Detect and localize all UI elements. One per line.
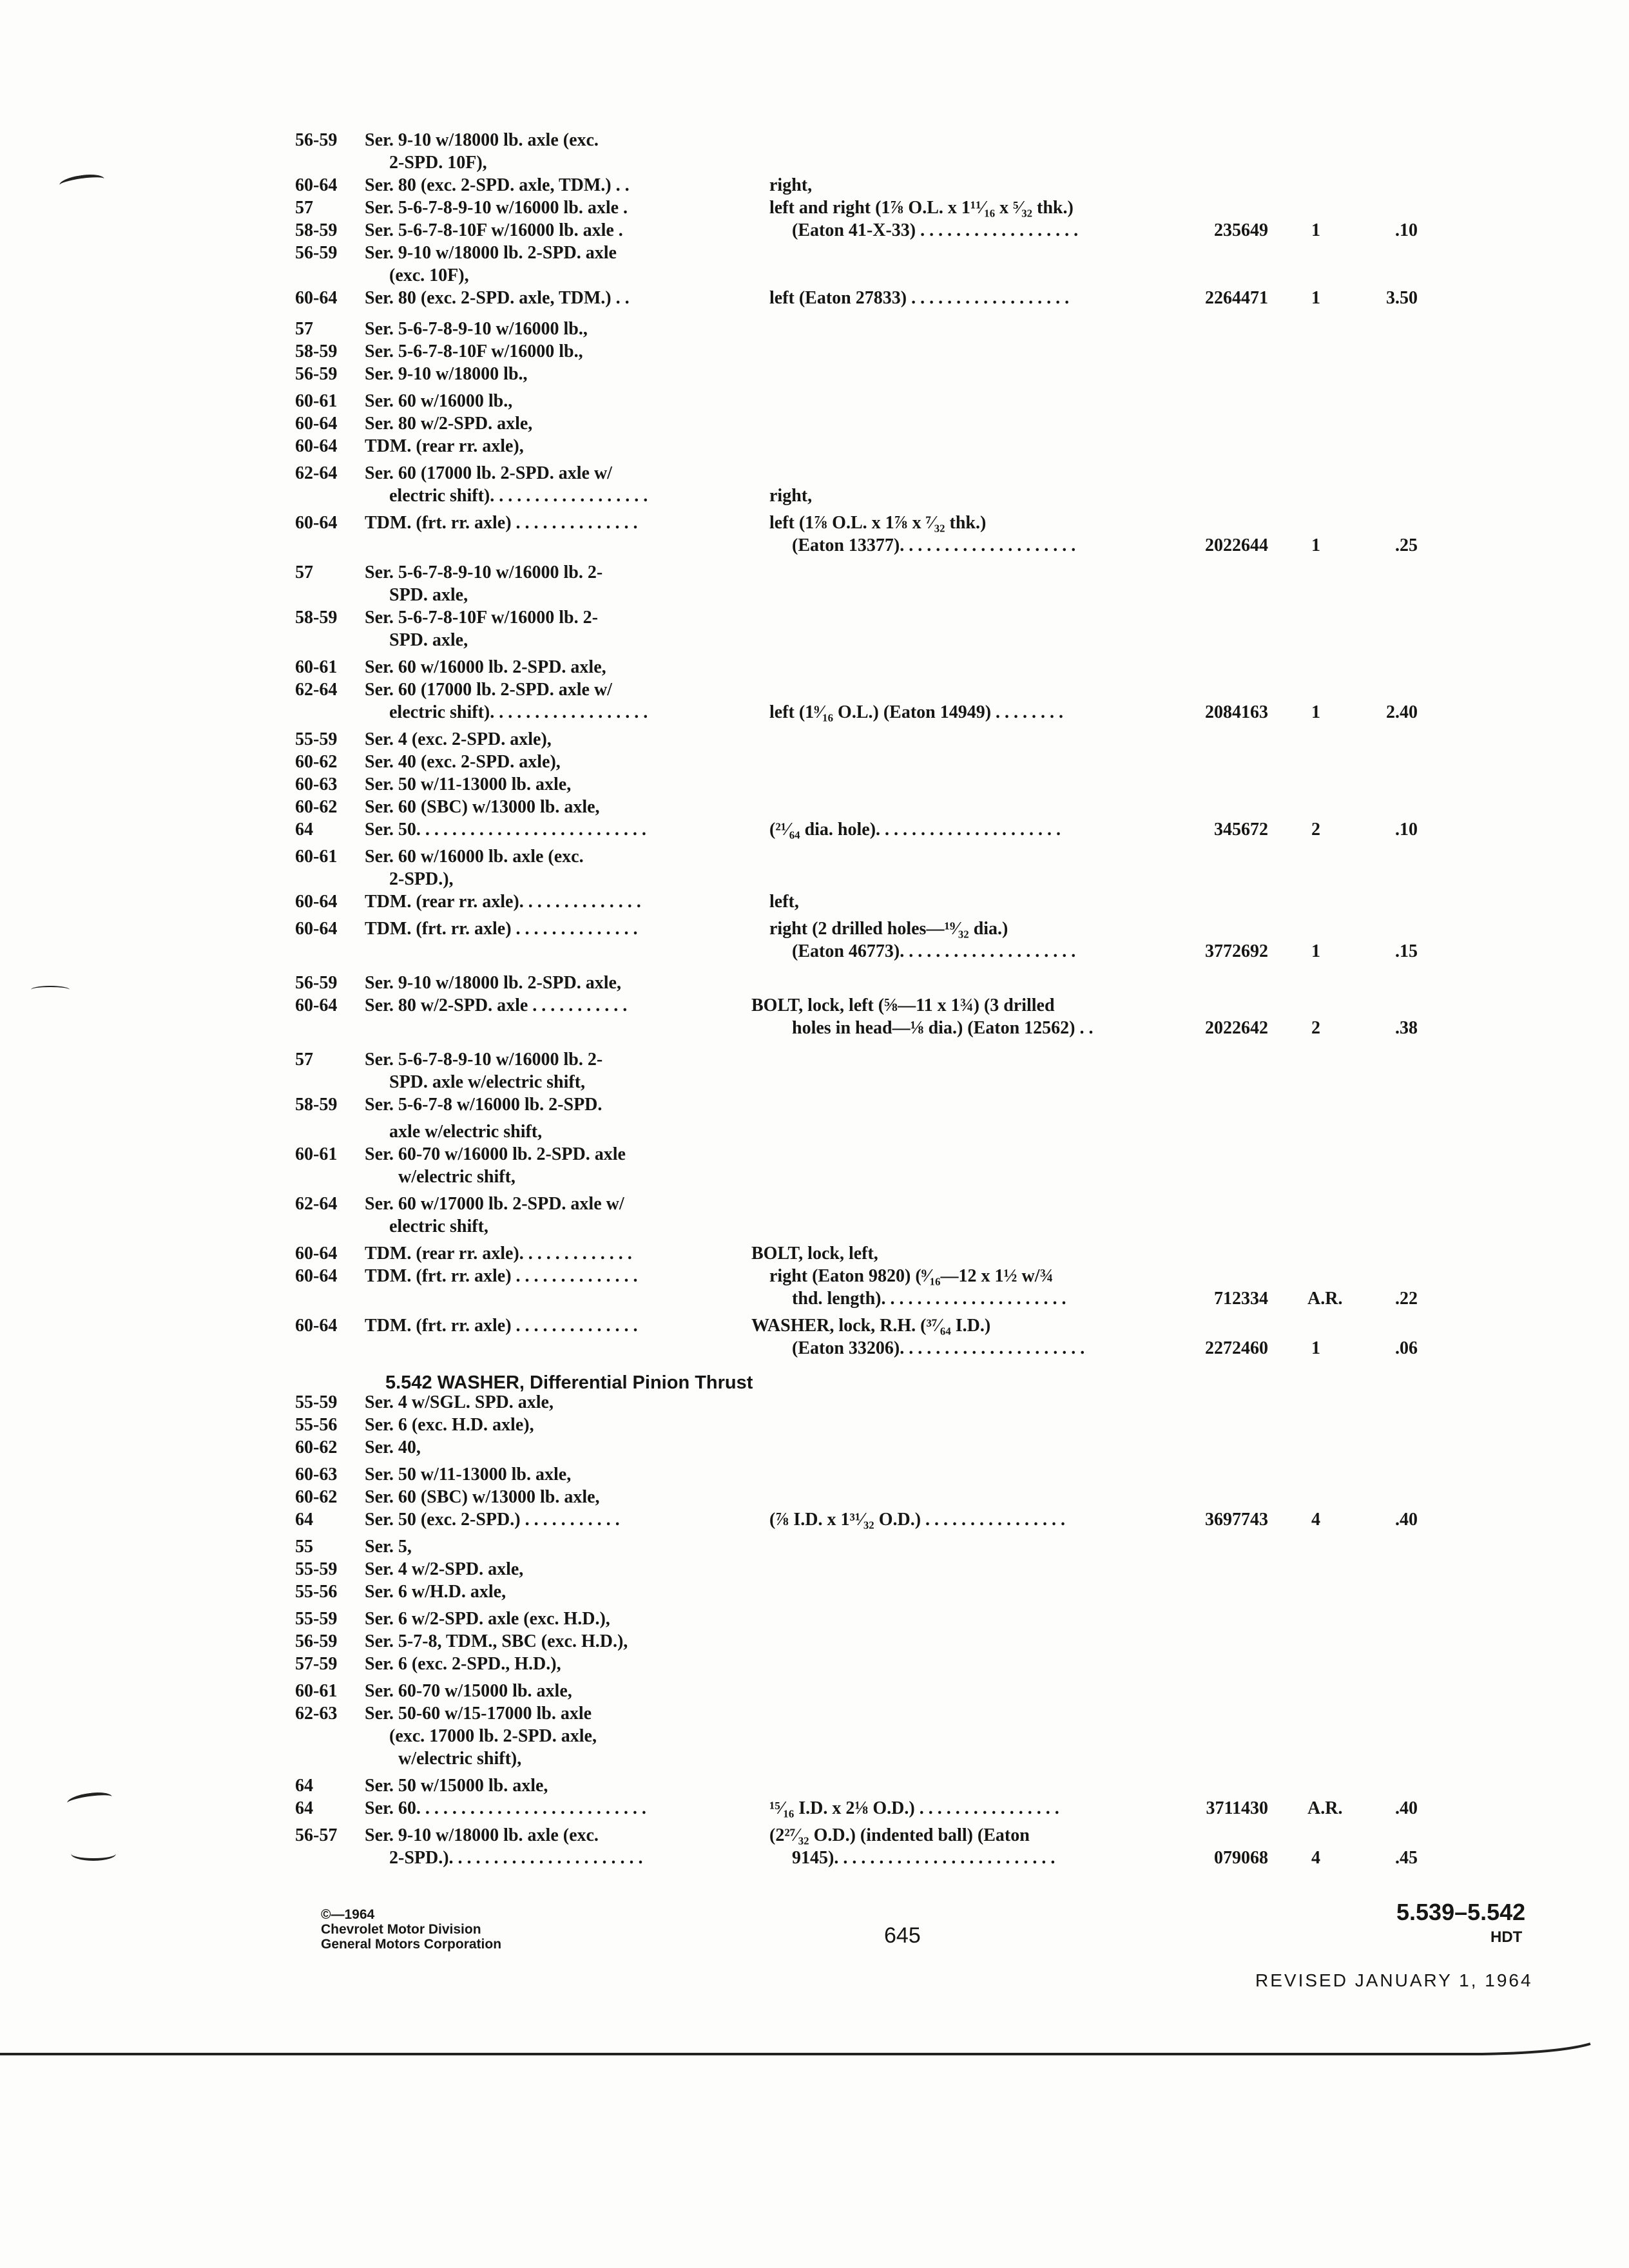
model-years: 55 [295, 1537, 313, 1557]
part-number: 079068 [1214, 1848, 1268, 1868]
binder-hole-mark [59, 172, 105, 192]
application-text: Ser. 50 (exc. 2-SPD.) . . . . . . . . . . . [365, 1510, 620, 1530]
application-text: TDM. (frt. rr. axle) . . . . . . . . . . . . . . [365, 513, 638, 533]
application-text: TDM. (frt. rr. axle) . . . . . . . . . . . . . . [365, 1266, 638, 1286]
application-text: Ser. 50 w/11-13000 lb. axle, [365, 774, 572, 794]
model-years: 60-61 [295, 847, 338, 867]
binder-hole-mark [66, 1790, 113, 1810]
part-number: 235649 [1214, 220, 1268, 240]
application-text: Ser. 50 w/15000 lb. axle, [365, 1776, 548, 1796]
part-description: right, [769, 175, 813, 195]
footer-copyright-block [321, 1907, 501, 1952]
application-text: Ser. 80 (exc. 2-SPD. axle, TDM.) . . [365, 175, 630, 195]
application-text: Ser. 5-6-7-8 w/16000 lb. 2-SPD. [365, 1095, 602, 1115]
model-years: 57-59 [295, 1654, 338, 1674]
application-text: Ser. 50 w/11-13000 lb. axle, [365, 1465, 572, 1485]
application-text: TDM. (frt. rr. axle) . . . . . . . . . . . . . . [365, 1316, 638, 1336]
quantity: 2 [1311, 820, 1320, 840]
application-text: TDM. (frt. rr. axle) . . . . . . . . . . . . . . [365, 919, 638, 939]
model-years: 60-64 [295, 1266, 338, 1286]
model-years: 60-61 [295, 1681, 338, 1701]
list-price: .06 [1395, 1338, 1418, 1358]
model-years: 60-61 [295, 657, 338, 677]
application-text: TDM. (rear rr. axle), [365, 436, 524, 456]
application-text: Ser. 60 w/16000 lb. 2-SPD. axle, [365, 657, 606, 677]
application-text: electric shift). . . . . . . . . . . . . . . . . . [389, 702, 648, 722]
quantity: 4 [1311, 1848, 1320, 1868]
part-number: 2022642 [1205, 1018, 1268, 1038]
model-years: 60-61 [295, 391, 338, 411]
part-description: left (1⁹⁄₁₆ O.L.) (Eaton 14949) . . . . . . . . [769, 702, 1064, 722]
part-description: (Eaton 46773). . . . . . . . . . . . . . . . . . . . [792, 941, 1076, 961]
application-text: Ser. 6 w/H.D. axle, [365, 1582, 506, 1602]
quantity: 1 [1311, 288, 1320, 308]
model-years: 60-63 [295, 1465, 338, 1485]
quantity: 1 [1311, 220, 1320, 240]
model-years: 55-56 [295, 1415, 338, 1435]
application-text: SPD. axle, [389, 630, 468, 650]
application-text: Ser. 60 (SBC) w/13000 lb. axle, [365, 1487, 600, 1507]
application-text: Ser. 50. . . . . . . . . . . . . . . . . . . . . . . . . . [365, 820, 646, 840]
part-description: BOLT, lock, left, [751, 1244, 878, 1264]
application-text: Ser. 60. . . . . . . . . . . . . . . . . . . . . . . . . . [365, 1798, 646, 1818]
model-years: 56-59 [295, 973, 338, 993]
model-years: 60-62 [295, 752, 338, 772]
section-range: 5.539–5.542 [1396, 1899, 1526, 1925]
application-text: (exc. 17000 lb. 2-SPD. axle, [389, 1726, 597, 1746]
part-description: 9145). . . . . . . . . . . . . . . . . . . . . . . . . [792, 1848, 1055, 1868]
part-number: 2264471 [1205, 288, 1268, 308]
quantity: 1 [1311, 702, 1320, 722]
model-years: 64 [295, 1776, 313, 1796]
application-text: w/electric shift), [398, 1749, 522, 1769]
application-text: Ser. 5-7-8, TDM., SBC (exc. H.D.), [365, 1631, 628, 1651]
model-years: 60-64 [295, 919, 338, 939]
section-heading: 5.542 WASHER, Differential Pinion Thrust [385, 1372, 753, 1393]
application-text: Ser. 9-10 w/18000 lb. axle (exc. [365, 130, 599, 150]
part-description: (2²⁷⁄₃₂ O.D.) (indented ball) (Eaton [769, 1825, 1030, 1845]
model-years: 58-59 [295, 608, 338, 628]
part-description: WASHER, lock, R.H. (³⁷⁄₆₄ I.D.) [751, 1316, 991, 1336]
application-text: (exc. 10F), [389, 265, 469, 285]
application-text: Ser. 60-70 w/16000 lb. 2-SPD. axle [365, 1144, 626, 1164]
revised-date: REVISED JANUARY 1, 1964 [1255, 1970, 1533, 1990]
application-text: SPD. axle, [389, 585, 468, 605]
application-text: Ser. 5-6-7-8-10F w/16000 lb., [365, 341, 583, 361]
part-description: left, [769, 892, 799, 912]
model-years: 60-64 [295, 1244, 338, 1264]
part-number: 2022644 [1205, 535, 1268, 555]
corporation-name: General Motors Corporation [321, 1937, 502, 1952]
part-description: right (Eaton 9820) (⁹⁄₁₆—12 x 1½ w/¾ [769, 1266, 1054, 1286]
application-text: 2-SPD. 10F), [389, 153, 487, 173]
part-description: holes in head—⅛ dia.) (Eaton 12562) . . [792, 1018, 1094, 1038]
list-price: .38 [1395, 1018, 1418, 1038]
model-years: 58-59 [295, 341, 338, 361]
application-text: Ser. 5-6-7-8-9-10 w/16000 lb. axle . [365, 198, 628, 218]
part-number: 2084163 [1205, 702, 1268, 722]
application-text: TDM. (rear rr. axle). . . . . . . . . . . . . . [365, 892, 641, 912]
application-text: Ser. 60 (17000 lb. 2-SPD. axle w/ [365, 463, 612, 483]
application-text: electric shift). . . . . . . . . . . . . . . . . . [389, 486, 648, 506]
model-years: 56-59 [295, 243, 338, 263]
model-years: 64 [295, 820, 313, 840]
model-years: 62-63 [295, 1704, 338, 1724]
model-years: 55-59 [295, 1392, 338, 1412]
part-description: right, [769, 486, 813, 506]
quantity: 1 [1311, 1338, 1320, 1358]
list-price: 2.40 [1386, 702, 1418, 722]
quantity: 1 [1311, 535, 1320, 555]
model-years: 64 [295, 1510, 313, 1530]
application-text: Ser. 6 (exc. H.D. axle), [365, 1415, 534, 1435]
application-text: Ser. 4 w/2-SPD. axle, [365, 1559, 524, 1579]
application-text: Ser. 5-6-7-8-9-10 w/16000 lb. 2- [365, 1050, 603, 1070]
application-text: SPD. axle w/electric shift, [389, 1072, 586, 1092]
part-description: left (Eaton 27833) . . . . . . . . . . . . . . . . . . [769, 288, 1070, 308]
model-years: 60-63 [295, 774, 338, 794]
model-years: 57 [295, 198, 313, 218]
model-years: 60-64 [295, 436, 338, 456]
model-years: 60-64 [295, 175, 338, 195]
application-text: Ser. 6 w/2-SPD. axle (exc. H.D.), [365, 1609, 610, 1629]
application-text: Ser. 60 (SBC) w/13000 lb. axle, [365, 797, 600, 817]
quantity: A.R. [1307, 1289, 1343, 1309]
page-number: 645 [884, 1923, 921, 1948]
list-price: .45 [1395, 1848, 1418, 1868]
part-description: ¹⁵⁄₁₆ I.D. x 2⅛ O.D.) . . . . . . . . . . . . . . . . [769, 1798, 1059, 1818]
model-years: 60-64 [295, 892, 338, 912]
model-years: 57 [295, 562, 313, 582]
application-text: Ser. 40 (exc. 2-SPD. axle), [365, 752, 561, 772]
part-number: 3772692 [1205, 941, 1268, 961]
application-text: Ser. 5, [365, 1537, 412, 1557]
division-name: Chevrolet Motor Division [321, 1922, 481, 1937]
part-number: 3711430 [1206, 1798, 1268, 1818]
list-price: 3.50 [1386, 288, 1418, 308]
application-text: Ser. 60 w/16000 lb., [365, 391, 513, 411]
model-years: 55-56 [295, 1582, 338, 1602]
model-years: 60-61 [295, 1144, 338, 1164]
application-text: Ser. 9-10 w/18000 lb. 2-SPD. axle, [365, 973, 621, 993]
part-number: 3697743 [1205, 1510, 1268, 1530]
application-text: Ser. 80 w/2-SPD. axle . . . . . . . . . . . [365, 995, 628, 1015]
model-years: 62-64 [295, 1194, 338, 1214]
part-description: right (2 drilled holes—¹⁹⁄₃₂ dia.) [769, 919, 1008, 939]
model-years: 58-59 [295, 220, 338, 240]
application-text: Ser. 5-6-7-8-10F w/16000 lb. 2- [365, 608, 598, 628]
list-price: .40 [1395, 1798, 1418, 1818]
model-years: 56-59 [295, 364, 338, 384]
part-description: thd. length). . . . . . . . . . . . . . . . . . . . . [792, 1289, 1066, 1309]
application-text: Ser. 6 (exc. 2-SPD., H.D.), [365, 1654, 561, 1674]
application-text: Ser. 9-10 w/18000 lb. 2-SPD. axle [365, 243, 617, 263]
part-description: left and right (1⅞ O.L. x 1¹¹⁄₁₆ x ⁵⁄₃₂ thk.) [769, 198, 1074, 218]
application-text: Ser. 50-60 w/15-17000 lb. axle [365, 1704, 592, 1724]
catalog-code: HDT [1490, 1928, 1523, 1946]
model-years: 64 [295, 1798, 313, 1818]
application-text: Ser. 9-10 w/18000 lb., [365, 364, 528, 384]
copyright: ©—1964 [321, 1907, 375, 1922]
application-text: TDM. (rear rr. axle). . . . . . . . . . . . . [365, 1244, 632, 1264]
part-number: 345672 [1214, 820, 1268, 840]
model-years: 62-64 [295, 680, 338, 700]
model-years: 60-64 [295, 513, 338, 533]
list-price: .40 [1395, 1510, 1418, 1530]
application-text: axle w/electric shift, [389, 1122, 543, 1142]
quantity: 4 [1311, 1510, 1320, 1530]
quantity: 1 [1311, 941, 1320, 961]
application-text: Ser. 40, [365, 1437, 421, 1457]
part-description: (Eaton 13377). . . . . . . . . . . . . . . . . . . . [792, 535, 1076, 555]
quantity: A.R. [1307, 1798, 1343, 1818]
model-years: 62-64 [295, 463, 338, 483]
application-text: Ser. 5-6-7-8-9-10 w/16000 lb. 2- [365, 562, 603, 582]
model-years: 56-59 [295, 1631, 338, 1651]
part-description: BOLT, lock, left (⅝—11 x 1¾) (3 drilled [751, 995, 1055, 1015]
part-description: (²¹⁄₆₄ dia. hole). . . . . . . . . . . . . . . . . . . . . [769, 820, 1061, 840]
application-text: w/electric shift, [398, 1167, 516, 1187]
model-years: 60-64 [295, 1316, 338, 1336]
part-number: 712334 [1214, 1289, 1268, 1309]
application-text: Ser. 80 (exc. 2-SPD. axle, TDM.) . . [365, 288, 630, 308]
list-price: .15 [1395, 941, 1418, 961]
part-number: 2272460 [1205, 1338, 1268, 1358]
part-description: (Eaton 33206). . . . . . . . . . . . . . . . . . . . . [792, 1338, 1085, 1358]
application-text: Ser. 5-6-7-8-10F w/16000 lb. axle . [365, 220, 623, 240]
application-text: 2-SPD.), [389, 869, 454, 889]
binder-hole-mark [71, 1847, 116, 1861]
model-years: 55-59 [295, 1559, 338, 1579]
application-text: Ser. 4 (exc. 2-SPD. axle), [365, 729, 552, 749]
model-years: 57 [295, 319, 313, 339]
model-years: 60-62 [295, 1487, 338, 1507]
application-text: Ser. 5-6-7-8-9-10 w/16000 lb., [365, 319, 588, 339]
part-description: left (1⅞ O.L. x 1⅞ x ⁷⁄₃₂ thk.) [769, 513, 987, 533]
model-years: 56-59 [295, 130, 338, 150]
model-years: 57 [295, 1050, 313, 1070]
application-text: electric shift, [389, 1216, 488, 1236]
application-text: 2-SPD.). . . . . . . . . . . . . . . . . . . . . . [389, 1848, 643, 1868]
application-text: Ser. 60 w/17000 lb. 2-SPD. axle w/ [365, 1194, 624, 1214]
model-years: 55-59 [295, 729, 338, 749]
list-price: .22 [1395, 1289, 1418, 1309]
application-text: Ser. 60 (17000 lb. 2-SPD. axle w/ [365, 680, 612, 700]
part-description: (⅞ I.D. x 1³¹⁄₃₂ O.D.) . . . . . . . . . . . . . . . . [769, 1510, 1066, 1530]
part-description: (Eaton 41-X-33) . . . . . . . . . . . . . . . . . . [792, 220, 1079, 240]
list-price: .25 [1395, 535, 1418, 555]
binder-hole-mark [31, 986, 70, 994]
model-years: 55-59 [295, 1609, 338, 1629]
application-text: Ser. 60-70 w/15000 lb. axle, [365, 1681, 572, 1701]
application-text: Ser. 60 w/16000 lb. axle (exc. [365, 847, 584, 867]
application-text: Ser. 4 w/SGL. SPD. axle, [365, 1392, 554, 1412]
model-years: 60-64 [295, 995, 338, 1015]
list-price: .10 [1395, 220, 1418, 240]
model-years: 60-64 [295, 288, 338, 308]
model-years: 60-62 [295, 797, 338, 817]
application-text: Ser. 9-10 w/18000 lb. axle (exc. [365, 1825, 599, 1845]
model-years: 58-59 [295, 1095, 338, 1115]
list-price: .10 [1395, 820, 1418, 840]
model-years: 60-64 [295, 414, 338, 434]
application-text: Ser. 80 w/2-SPD. axle, [365, 414, 533, 434]
model-years: 56-57 [295, 1825, 338, 1845]
quantity: 2 [1311, 1018, 1320, 1038]
model-years: 60-62 [295, 1437, 338, 1457]
